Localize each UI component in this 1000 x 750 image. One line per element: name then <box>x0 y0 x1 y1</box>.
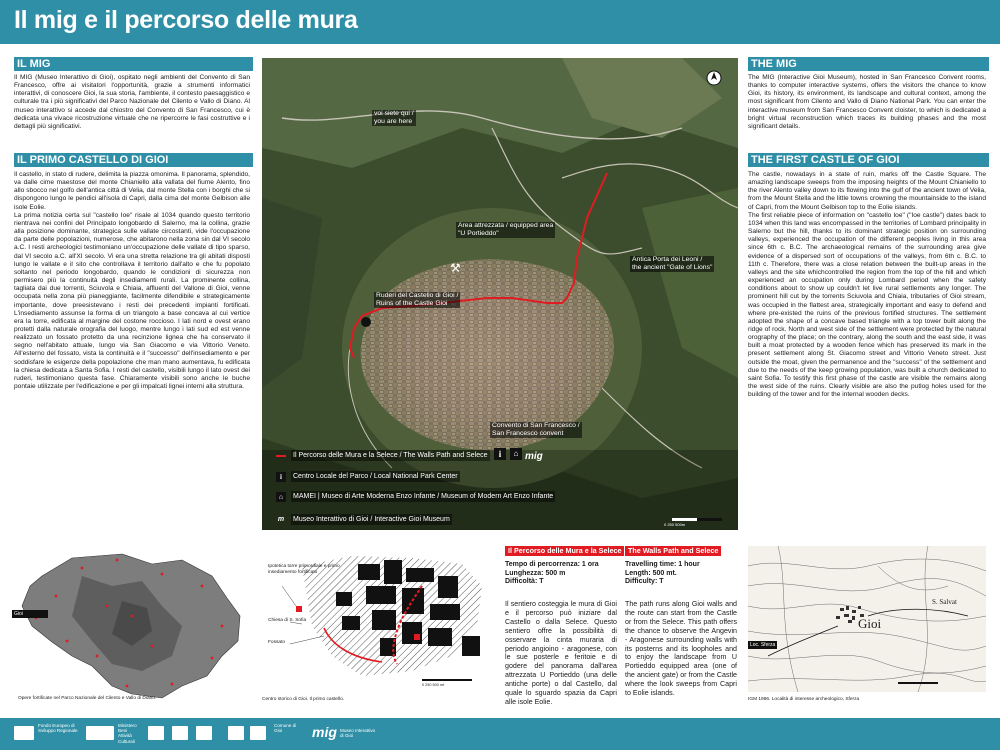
page-title: Il mig e il percorso delle mura <box>14 6 358 34</box>
igm-map <box>748 546 986 692</box>
info-icon: i <box>494 448 506 460</box>
path-title-en: The Walls Path and Selece <box>625 546 721 556</box>
scale-bar <box>672 518 722 521</box>
aerial-map <box>262 58 738 530</box>
footer-logo-text-1: Fondo Europeo di Sviluppo Regionale <box>38 723 78 734</box>
mig-logo: mig <box>525 451 543 462</box>
regional-map-label: Gioi <box>12 610 48 618</box>
label-convent: Convento di San Francesco / San Francesco convent <box>492 422 580 437</box>
path-text-it: Il sentiero costeggia le mura di Gioi e il percorso può iniziare dal Castello o dalla Selece. Questo sentiero offre la possibilità di osservare la cinta muraria di periodo angioino - aragonese, con le sue posterle e feritoie e di godere del panorama dall'area attrezzata U Portieddo (una delle antiche porte) o dal Castello, dal quale lo sguardo spazia da Capri alle isole Eolie. <box>505 600 617 706</box>
scale-text: 0 250 500m <box>664 522 686 527</box>
footer-museum-text: Museo Interattivo di Gioi <box>340 728 376 739</box>
igm-map-caption: IGM 1986. Località di interesse archeologico, Sferza <box>748 697 860 702</box>
castle-paragraph-it-1: Il castello, in stato di rudere, delimita la piazza omonima. Il panorama, splendido, va dalle cime maestose del monte Chianiello alla vallata del fiume Alento, fino allo sbocco nel golfo dell'antica città di Velia, dal monte Stella con i borghi che si dispongono lungo le pendici all'isola di Capri, dalla cima del monte Gelbison alle isole Eolie. <box>14 171 250 211</box>
region-logo <box>148 726 164 740</box>
igm-label-town: Gioi <box>858 616 882 631</box>
legend-item-path: Il Percorso delle Mura e la Selece / The Walls Path and Selece <box>276 450 490 461</box>
museum-icon: ⌂ <box>276 492 286 502</box>
eu-flag-logo <box>14 726 34 740</box>
igm-label-salvat: S. Salvat <box>932 598 957 606</box>
por-logo <box>86 726 114 740</box>
label-lions-gate: Antica Porta dei Leoni / the ancient "Gate of Lions" <box>632 256 713 271</box>
path-text-en: The path runs along Gioi walls and the route can start from the Castle or from the Selece. This path offers the chance to observe the Angevin - Aragonese surrounding walls with its posterns and its loopholes and to enjoy the landscape from U Portieddo equipped area (one of the ancient gate) or from the Castle where the look sweeps from Capri to Eolie islands. <box>625 600 737 698</box>
castle-paragraph-en-1: The castle, nowadays in a state of ruin, marks off the Castle Square. The amazing landscape sweeps from the imposing heights of the Mount Chianiello to the river Alento valley down to its flowing into the gulf of the ancient town of Velia, from the Mount Stella and the little towns crowning the mountainside to the island of Capri, from the Mount Gelbison top to the Eolie islands. <box>748 171 986 211</box>
mig-text-it <box>14 74 250 150</box>
park-logo <box>172 726 188 740</box>
castle-text-it <box>14 171 250 526</box>
legend-item-park-center: i Centro Locale del Parco / Local National Park Center <box>276 471 460 482</box>
plan-label-church: Chiesa di S. Sofia <box>268 618 307 623</box>
mig-text-en <box>748 74 986 150</box>
historic-plan <box>262 546 498 692</box>
section-heading-castle-it: IL PRIMO CASTELLO DI GIOI <box>14 153 253 167</box>
legend-item-mamei: ⌂ MAMEI | Museo di Arte Moderna Enzo Infante / Museum of Modern Art Enzo Infante <box>276 491 555 502</box>
regional-relief-map <box>12 546 252 704</box>
igm-label-sferza: Loc. Sferza <box>750 642 776 648</box>
label-castle-ruins: Ruderi del Castello di Gioi / Ruins of the Castle Gioi <box>376 292 459 307</box>
plan-label-tower: Ipotetica torre primordiale e primo insediamento fortificato <box>268 564 340 575</box>
castle-marker <box>361 317 371 327</box>
castle-text-en <box>748 171 986 526</box>
province-logo <box>228 726 244 740</box>
mig-paragraph-en: The MIG (Interactive Gioi Museum), hosted in San Francesco Convent rooms, thanks to computer interactive systems, offers the visitors the chance to know Gioi, its history, its environment, its landscape and cultural context, among the most significant from Cilento and Vallo di Diano National Park. You can enter the interactive museum from San Francesco Convent cloister, to which is dedicated a bright virtual reconstruction which traces its building phases and the most significant details. <box>748 74 986 130</box>
plan-caption: Centro storico di Gioi. Il primo castello. <box>262 697 345 702</box>
regional-map <box>12 546 252 704</box>
path-meta-en: Travelling time: 1 hour Length: 500 mt. Difficulty: T <box>625 561 700 585</box>
legend-item-mig: m Museo Interattivo di Gioi / Interactive Gioi Museum <box>277 515 450 523</box>
museum-icon: ⌂ <box>510 448 522 460</box>
footer-mig-logo: mig <box>312 724 337 740</box>
path-line-icon <box>276 455 286 457</box>
plan-scale-text: 0 250 500 mt <box>422 683 445 687</box>
footer-logo-text-2: Ministero Beni Attività Culturali <box>118 723 137 744</box>
footer-logo-text-3: Comune di Gioi <box>274 723 297 734</box>
label-you-are-here: voi siete qui / you are here <box>374 110 414 125</box>
mig-icon: m <box>277 515 285 523</box>
community-logo <box>250 726 266 740</box>
section-heading-mig-it: IL MIG <box>14 57 253 71</box>
leader-logo <box>196 726 212 740</box>
castle-paragraph-en-2: The first reliable piece of information on "castello Ioe" ("Ioe castle") dates back to 1034 when this land was encompassed in the territories of Lombard principality in Salerno but the hill, thanks to its dominant strategic position on surrounding valleys, experienced the occupation of the different peoples living in this area since 6th c. B.C. The archaeological remains of the surrounding area give evidence of a dispersed sort of occupations of the valleys, from 6th c. B.C. to 11th c. Therefore, there was a close relation between the built-up areas in the valleys and the site whichcontrolled the region from the top of the hill and which experienced an occupation only during Lombard period when the safety conditions about to show up couldn't let live rural settlements any longer. The prominent hill cut by the torrents Sciuvola and Chiaia, tributaries of Gioi stream, was occupied in the flattest area, strategically important and easy to defend and where pre-existed the ruins of the previous fortified structures. The settlement adopted the shape of a concave based triangle with a top tower built along the ridge of rock. North and west side of the settlement were protected by the natural orography of the place; on the contrary, along the south and the east side, it was built a moat protected by a wooden fence which has preserved its mark in the present settlement along St. Giacomo street and Vittorio Veneto street. Just outside the moat, given the permanence and the "success" of the settlement and due to the needs of the keep growing population, was built a church dedicated to saint Sofia. To testify this first phase of the castle are visible the remains along the west side of the ruins. Clearly visible are also the putlog holes used for the building of the tower and for the internal wooden decks. <box>748 211 986 399</box>
regional-map-caption: Opere fortificate nel Parco Nazionale del Cilento e Vallo di Diano. <box>18 696 157 701</box>
section-heading-mig-en: THE MIG <box>748 57 989 71</box>
picnic-icon: ⚒ <box>450 261 461 275</box>
title-bar <box>0 0 1000 44</box>
section-heading-castle-en: THE FIRST CASTLE OF GIOI <box>748 153 989 167</box>
footer-logos <box>0 718 1000 750</box>
path-meta-it: Tempo di percorrenza: 1 ora Lunghezza: 500 m Difficoltà: T <box>505 561 599 585</box>
mig-paragraph-it: Il MIG (Museo Interattivo di Gioi), ospitato negli ambienti del Convento di San Francesco, offre ai visitatori l'opportunità, grazie a strumenti informatici interattivi, di conoscere Gioi, la sua storia, l'ambiente, il contesto paesaggistico e culturale tra i più significativi del Parco Nazionale del Cilento e Vallo di Diano. Al museo interattivo si accede dal chiostro del Convento di San Francesco, cui è dedicata una vivace ricostruzione virtuale che ne ripercorre le fasi costruttive e i dettagli più significativi. <box>14 74 250 130</box>
plan-label-moat: Fossato <box>268 640 286 645</box>
path-title-it: Il Percorso delle Mura e la Selece <box>505 546 624 556</box>
castle-paragraph-it-2: La prima notizia certa sul "castello Ioe" risale al 1034 quando questo territorio rientrava nei confini del Principato longobardo di Salerno, ma la collina, grazie alla posizione dominante, strategica sulle vallate circostanti, vide l'occupazione da parte delle popolazioni, numerose, che abitarono nella zona sin dal VI secolo a.C. I resti archeologici testimoniano un'occupazione delle vallate di tipo sparso, dal VI secolo a.C. all'XI secolo. Vi era una stretta relazione tra gli abitati disposti lungo le vallate e il sito che controllava il territorio dall'alto e che fu popolato soltanto nel periodo longobardo, quando le condizioni di sicurezza non permisero più la continuità degli insediamenti rurali. La prominente collina, tagliata dai due torrenti, Sciuvola e Chiaia, affluenti del Vallone di Gioi, venne occupata nella zona più pianeggiante, facilmente difendibile e strategicamente importante, dove preesistevano i resti dei precedenti impianti fortificati. L'insediamento assunse la forma di un triangolo a base concava al cui vertice era la torre, edificata al margine del costone roccioso. I lati nord e ovest erano protetti dalla naturale orografia del luogo, mentre lungo i lati sud ed est venne realizzato un fossato protetto da una recinzione lignea che ha conservato il segno nell'abitato attuale, lungo via San Giacomo e via Vittorio Veneto. All'esterno del fossato, vista la continuità e il "successo" dell'insediamento e per soddisfare le esigenze della popolazione che man mano aumentava, fu edificata la chiesa dedicata a Santa Sofia. I resti del castello, visibili lungo il lato ovest dei ruderi, testimoniano questa fase. Chiaramente visibili sono anche le buche pontaie utilizzate per l'edificazione e per gli impalcati lignei interni alla struttura. <box>14 211 250 391</box>
label-equipped-area: Area attrezzata / equipped area "U Portieddo" <box>458 222 554 237</box>
info-icon: i <box>276 472 286 482</box>
